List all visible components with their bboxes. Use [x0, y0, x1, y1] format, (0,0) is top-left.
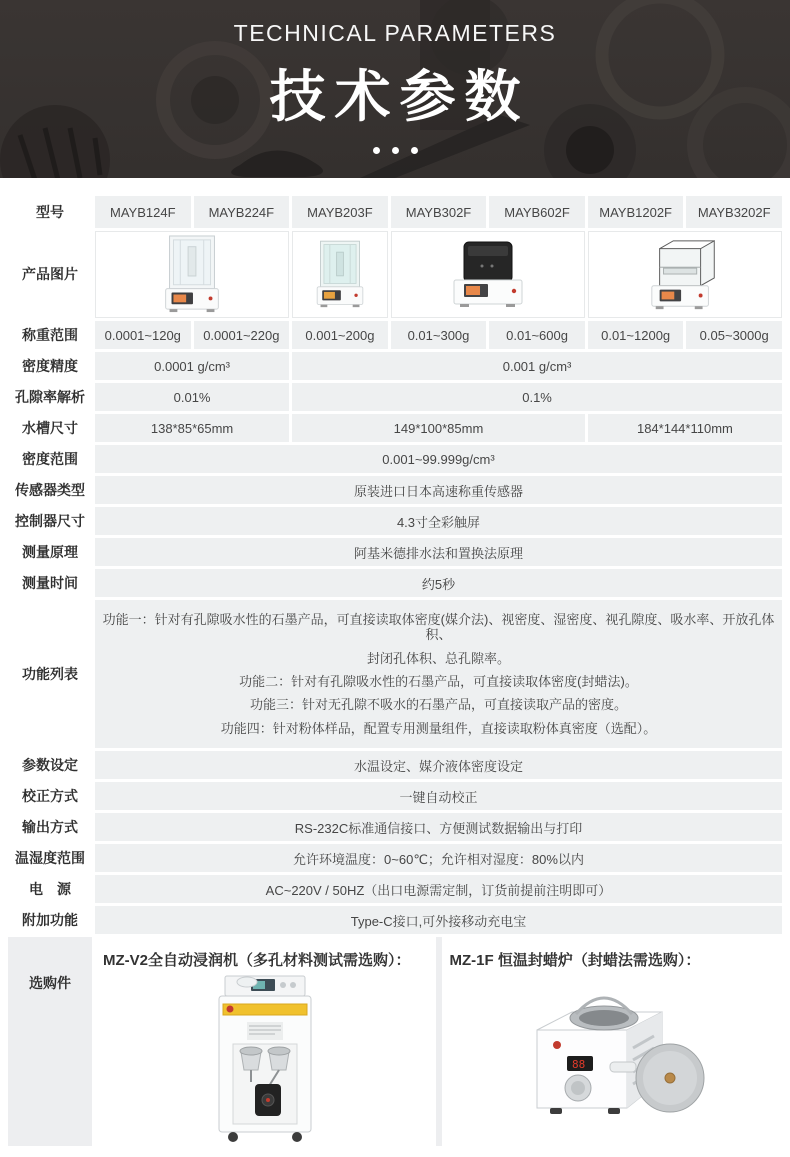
row-label-sensor-type: 传感器类型 [8, 476, 92, 504]
table-row-density-precision [8, 352, 782, 380]
weighing-range-value: 0.0001~220g [194, 321, 290, 349]
row-label-calibration: 校正方式 [8, 782, 92, 810]
black-top-density-meter-image [391, 231, 585, 318]
table-row-measure-principle [8, 538, 782, 566]
model-name: MAYB1202F [588, 196, 684, 228]
row-label-density-precision: 密度精度 [8, 352, 92, 380]
table-row-sensor-type [8, 476, 782, 504]
row-label-optional: 选购件 [8, 937, 92, 1146]
balance-glass-shield-teal-image [292, 231, 388, 318]
row-label-weighing-range: 称重范围 [8, 321, 92, 349]
function-line: 功能一：针对有孔隙吸水性的石墨产品，可直接读取体密度(媒介法)、视密度、湿密度、视孔隙度、吸水率、开放孔体积、 [102, 611, 775, 643]
optional-content [95, 937, 782, 1146]
porosity-resolution-value: 0.1% [292, 383, 782, 411]
row-label-temp-humidity: 温湿度范围 [8, 844, 92, 872]
table-row-measure-time [8, 569, 782, 597]
optional-left-title: MZ-V2全自动浸润机（多孔材料测试需选购）： [103, 952, 411, 969]
measure-time-value: 约5秒 [95, 569, 782, 597]
table-row-model [8, 196, 782, 228]
row-label-controller-size: 控制器尺寸 [8, 507, 92, 535]
row-label-parameter-setting: 参数设定 [8, 751, 92, 779]
row-label-model: 型号 [8, 196, 92, 228]
parameter-setting-value: 水温设定、媒介液体密度设定 [95, 751, 782, 779]
banner-subtitle: TECHNICAL PARAMETERS [233, 20, 557, 46]
model-name: MAYB124F [95, 196, 191, 228]
table-row-product-image [8, 231, 782, 318]
table-row-power [8, 875, 782, 903]
optional-left [95, 937, 436, 1146]
calibration-value: 一键自动校正 [95, 782, 782, 810]
additional-value: Type-C接口,可外接移动充电宝 [95, 906, 782, 934]
weighing-range-value: 0.0001~120g [95, 321, 191, 349]
optional-right [442, 937, 783, 1146]
spec-table [8, 196, 782, 1146]
row-label-measure-time: 测量时间 [8, 569, 92, 597]
function-line: 功能二：针对有孔隙吸水性的石墨产品，可直接读取体密度(封蜡法)。 [239, 673, 638, 689]
table-row-additional [8, 906, 782, 934]
temp-humidity-value: 允许环境温度：0~60℃；允许相对湿度：80%以内 [95, 844, 782, 872]
tank-size-value: 184*144*110mm [588, 414, 782, 442]
model-name: MAYB3202F [686, 196, 782, 228]
table-row-optional [8, 937, 782, 1146]
row-label-output-mode: 输出方式 [8, 813, 92, 841]
function-line: 功能三：针对无孔隙不吸水的石墨产品，可直接读取产品的密度。 [249, 697, 627, 713]
table-row-function-list [8, 600, 782, 748]
row-label-tank-size: 水槽尺寸 [8, 414, 92, 442]
mz-v2-soaking-machine-image [211, 974, 319, 1146]
row-label-product-image: 产品图片 [8, 231, 92, 316]
model-name: MAYB203F [292, 196, 388, 228]
weighing-range-value: 0.05~3000g [686, 321, 782, 349]
table-row-calibration [8, 782, 782, 810]
sensor-type-value: 原装进口日本高速称重传感器 [95, 476, 782, 504]
three-dots-divider-icon [0, 147, 790, 154]
table-row-output-mode [8, 813, 782, 841]
density-range-value: 0.001~99.999g/cm³ [95, 445, 782, 473]
row-label-density-range: 密度范围 [8, 445, 92, 473]
model-name: MAYB224F [194, 196, 290, 228]
mz-1f-wax-furnace-image [512, 974, 712, 1146]
table-row-temp-humidity [8, 844, 782, 872]
row-label-function-list: 功能列表 [8, 600, 92, 748]
weighing-range-value: 0.01~600g [489, 321, 585, 349]
weighing-range-value: 0.01~300g [391, 321, 487, 349]
banner-title: 技术参数 [269, 65, 530, 128]
table-row-tank-size [8, 414, 782, 442]
table-row-weighing-range [8, 321, 782, 349]
row-label-measure-principle: 测量原理 [8, 538, 92, 566]
row-label-porosity-resolution: 孔隙率解析 [8, 383, 92, 411]
tank-size-value: 149*100*85mm [292, 414, 585, 442]
function-line: 封闭孔体积、总孔隙率。 [366, 650, 510, 666]
porosity-resolution-value: 0.01% [95, 383, 289, 411]
table-row-porosity-resolution [8, 383, 782, 411]
svg-text:88: 88 [571, 1058, 585, 1071]
model-name: MAYB602F [489, 196, 585, 228]
measure-principle-value: 阿基米德排水法和置换法原理 [95, 538, 782, 566]
density-precision-value: 0.0001 g/cm³ [95, 352, 289, 380]
model-name: MAYB302F [391, 196, 487, 228]
balance-glass-shield-image [95, 231, 289, 318]
function-line: 功能四：针对粉体样品，配置专用测量组件，直接读取粉体真密度（选配）。 [220, 720, 657, 736]
tank-size-value: 138*85*65mm [95, 414, 289, 442]
controller-size-value: 4.3寸全彩触屏 [95, 507, 782, 535]
wire-cage-balance-image [588, 231, 782, 318]
row-label-power: 电 源 [8, 875, 92, 903]
weighing-range-value: 0.001~200g [292, 321, 388, 349]
table-row-controller-size [8, 507, 782, 535]
table-row-density-range [8, 445, 782, 473]
output-mode-value: RS-232C标准通信接口、方便测试数据输出与打印 [95, 813, 782, 841]
banner [0, 0, 790, 178]
density-precision-value: 0.001 g/cm³ [292, 352, 782, 380]
optional-right-title: MZ-1F 恒温封蜡炉（封蜡法需选购）： [449, 952, 701, 969]
function-list-value [95, 600, 782, 748]
weighing-range-value: 0.01~1200g [588, 321, 684, 349]
row-label-additional: 附加功能 [8, 906, 92, 934]
table-row-parameter-setting [8, 751, 782, 779]
power-value: AC~220V / 50HZ（出口电源需定制，订货前提前注明即可） [95, 875, 782, 903]
